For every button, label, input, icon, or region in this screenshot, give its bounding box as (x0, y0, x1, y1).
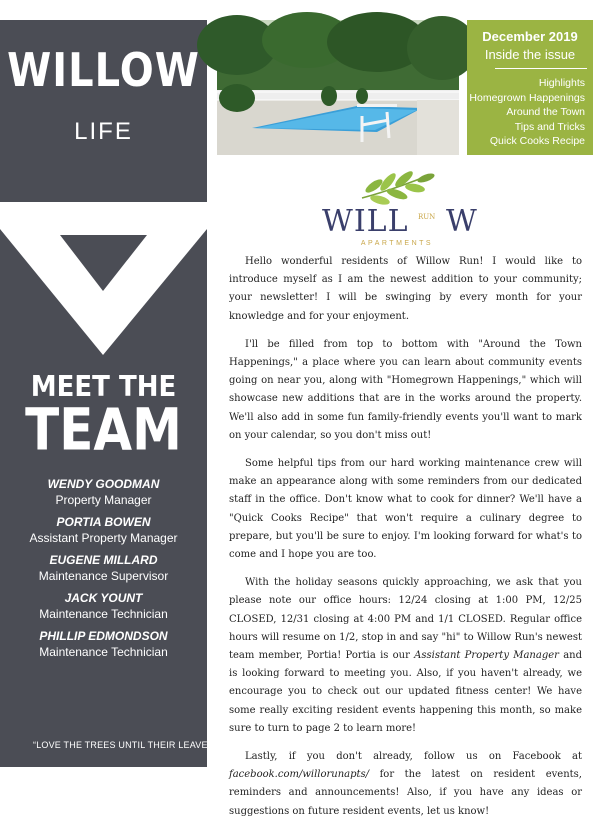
issue-divider (495, 68, 587, 69)
paragraph: I'll be filled from top to bottom with "Around the Town Happenings," a place where you can learn about community events going on near you, along with "Homegrown Happenings," which will showcase new additions that are in the works around the property. We'll also add in some fun family-friendly events you'll want to mark on your calendar, so you don't miss out! (229, 338, 582, 441)
willow-run-logo (322, 168, 477, 248)
inside-issue-box (467, 20, 593, 155)
member-role: Maintenance Technician (39, 607, 168, 621)
footer-quote: “LOVE THE TREES UNTIL THEIR LEAVES FALL OFF, THEN ENCOURAGE THEM TO TRY AGAIN NEXT YEAR.” - CHAD SUGG (33, 740, 574, 750)
paragraph: Some helpful tips from our hard working maintenance crew will make an appearance along with some reminders from our dedicated staff in the office. Don't know what to cook for dinner? We'll have a "Quick Cooks Recipe" that won't require a culinary degree to prepare, but you'll be sure to enjoy. I'm looking forward for what's to come and I hope you are too. (229, 458, 582, 561)
logo-willow-text: WILL (322, 204, 409, 239)
member-role: Maintenance Technician (39, 645, 168, 659)
member-name: EUGENE MILLARD (49, 553, 158, 567)
paragraph: Hello wonderful residents of Willow Run! I would like to introduce myself as I am the newest addition to your community; your newsletter! I will be swinging by every month for your knowledge and for your enjoyment. (229, 256, 582, 322)
team-member (0, 477, 207, 509)
issue-item: Tips and Tricks (514, 120, 585, 133)
member-name: PHILLIP EDMONDSON (39, 629, 168, 643)
issue-date: December 2019 (482, 29, 578, 44)
issue-item: Highlights (538, 77, 585, 89)
issue-list (467, 76, 593, 149)
member-name: WENDY GOODMAN (47, 477, 160, 491)
facebook-link[interactable]: facebook.com/willorunapts/ (229, 769, 370, 781)
logo-willow-w: W (446, 204, 477, 239)
team-text: TEAM (25, 396, 182, 464)
masthead-subtitle: LIFE (74, 118, 133, 145)
paragraph-text: for the latest on resident events, reminders and announcements! Also, if you have any ideas or suggestions on future resident events, let us know! (229, 769, 582, 817)
issue-heading: Inside the issue (484, 47, 576, 62)
member-name: JACK YOUNT (64, 591, 143, 605)
team-member (0, 515, 207, 547)
masthead-title: WILLOW (7, 44, 200, 98)
member-role: Property Manager (55, 493, 152, 507)
paragraph-text: Lastly, if you don't already, follow us on Facebook at (245, 751, 582, 763)
emphasis-text: Assistant Property Manager (414, 650, 559, 662)
chevron-graphic (0, 227, 207, 357)
member-role: Assistant Property Manager (29, 531, 178, 545)
pool-photo (217, 20, 459, 155)
member-role: Maintenance Supervisor (38, 569, 169, 583)
team-member (0, 553, 207, 585)
paragraph-text: and is looking forward to meeting you. Also, if you haven't already, we encourage you to check out our updated fitness center! We have some really exciting resident events happening this month, so make sure to turn to page 2 to learn more! (229, 650, 582, 734)
issue-item: Quick Cooks Recipe (489, 135, 585, 147)
paragraph-text: With the holiday seasons quickly approaching, we ask that you please note our office hours: 12/24 closing at 1:00 PM, 12/25 CLOSED, 12/31 closing at 4:00 PM and 1/1 CLOSED. Regular office hours will resume on 1/2, stop in and say "hi" to Willow Run's newest team member, Portia! Portia is our (229, 577, 582, 662)
logo-run-text: RUN (418, 213, 436, 221)
logo-apartments-text: APARTMENTS (360, 240, 434, 247)
member-name: PORTIA BOWEN (56, 515, 151, 529)
issue-item: Around the Town (506, 106, 585, 118)
team-member (0, 591, 207, 623)
leaf-icon (362, 169, 436, 207)
paragraph (229, 574, 582, 738)
meet-the-text: MEET THE (30, 370, 177, 404)
meet-the-team-heading (0, 370, 207, 464)
team-list (0, 477, 207, 667)
paragraph (229, 748, 582, 821)
team-member (0, 629, 207, 661)
issue-item: Homegrown Happenings (469, 91, 585, 104)
